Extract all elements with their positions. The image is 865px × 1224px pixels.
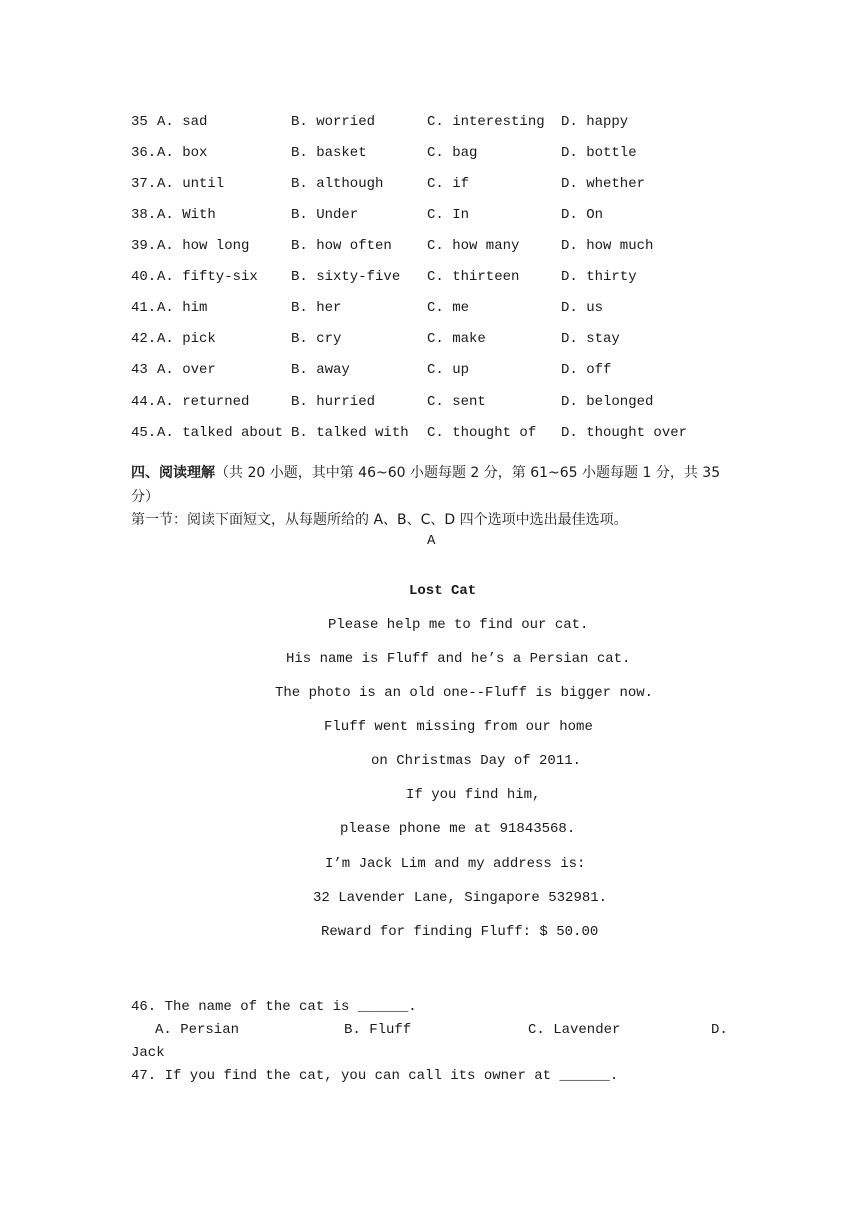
option-number: 41.: [131, 300, 157, 316]
notice-title: Lost Cat: [409, 583, 477, 599]
option-d: D. off: [561, 362, 612, 378]
option-number: 38.: [131, 207, 157, 223]
question-46-stem: 46. The name of the cat is ______.: [131, 999, 417, 1015]
question-46-option-d: D.: [711, 1022, 728, 1038]
question-46-option-c: C. Lavender: [528, 1022, 621, 1038]
option-b: B. how often: [291, 238, 392, 254]
option-row: [131, 362, 741, 382]
notice-line: Fluff went missing from our home: [324, 719, 593, 735]
option-b: B. although: [291, 176, 384, 192]
option-d: D. how much: [561, 238, 654, 254]
option-a: A. box: [157, 145, 208, 161]
option-number: 40.: [131, 269, 157, 285]
option-c: C. make: [427, 331, 486, 347]
option-d: D. us: [561, 300, 604, 316]
option-number: 42.: [131, 331, 157, 347]
notice-line: Reward for finding Fluff: $ 50.00: [321, 924, 599, 940]
notice-line: His name is Fluff and he’s a Persian cat.: [286, 651, 631, 667]
option-a: A. returned: [157, 394, 250, 410]
option-d: D. bottle: [561, 145, 637, 161]
option-row: [131, 394, 741, 414]
option-d: D. On: [561, 207, 604, 223]
option-a: A. over: [157, 362, 216, 378]
option-row: [131, 269, 741, 289]
notice-line: please phone me at 91843568.: [340, 821, 576, 837]
option-a: A. With: [157, 207, 216, 223]
option-c: C. sent: [427, 394, 486, 410]
passage-label: A: [427, 533, 436, 549]
notice-line: The photo is an old one--Fluff is bigger now.: [275, 685, 654, 701]
option-c: C. In: [427, 207, 470, 223]
option-a: A. sad: [157, 114, 208, 130]
option-b: B. basket: [291, 145, 367, 161]
section-instruction: 第一节：阅读下面短文，从每题所给的 A、B、C、D 四个选项中选出最佳选项。: [131, 512, 628, 528]
section-heading-line2: 分）: [131, 489, 159, 505]
option-a: A. talked about: [157, 425, 284, 441]
question-46-option-b: B. Fluff: [344, 1022, 412, 1038]
notice-line: I’m Jack Lim and my address is:: [325, 856, 586, 872]
option-a: A. fifty-six: [157, 269, 258, 285]
notice-line: Please help me to find our cat.: [328, 617, 589, 633]
option-row: [131, 331, 741, 351]
option-number: 43: [131, 362, 157, 378]
notice-line: If you find him,: [406, 787, 541, 803]
option-b: B. worried: [291, 114, 376, 130]
notice-line: 32 Lavender Lane, Singapore 532981.: [313, 890, 608, 906]
option-b: B. her: [291, 300, 342, 316]
section-heading-rest: （共 20 小题，其中第 46~60 小题每题 2 分，第 61~65 小题每题 1 分，共 35: [215, 465, 721, 481]
option-a: A. pick: [157, 331, 216, 347]
option-c: C. interesting: [427, 114, 545, 130]
option-d: D. happy: [561, 114, 629, 130]
option-c: C. if: [427, 176, 470, 192]
option-d: D. belonged: [561, 394, 654, 410]
option-b: B. talked with: [291, 425, 409, 441]
option-b: B. cry: [291, 331, 342, 347]
option-a: A. him: [157, 300, 208, 316]
option-c: C. thirteen: [427, 269, 520, 285]
notice-line: on Christmas Day of 2011.: [371, 753, 582, 769]
section-heading-bold: 四、阅读理解: [131, 465, 215, 481]
question-46-option-d-cont: Jack: [131, 1045, 165, 1061]
option-row: [131, 207, 741, 227]
option-row: [131, 238, 741, 258]
option-row: [131, 300, 741, 320]
option-b: B. hurried: [291, 394, 376, 410]
section-heading: [131, 462, 720, 482]
option-d: D. thought over: [561, 425, 688, 441]
option-c: C. how many: [427, 238, 520, 254]
option-a: A. how long: [157, 238, 250, 254]
option-c: C. thought of: [427, 425, 537, 441]
option-number: 39.: [131, 238, 157, 254]
option-row: [131, 425, 741, 445]
question-47-stem: 47. If you find the cat, you can call its owner at ______.: [131, 1068, 619, 1084]
question-46-option-a: A. Persian: [155, 1022, 240, 1038]
option-d: D. whether: [561, 176, 646, 192]
option-c: C. bag: [427, 145, 478, 161]
option-b: B. away: [291, 362, 350, 378]
option-d: D. stay: [561, 331, 620, 347]
option-number: 36.: [131, 145, 157, 161]
option-number: 37.: [131, 176, 157, 192]
option-c: C. me: [427, 300, 470, 316]
option-c: C. up: [427, 362, 470, 378]
option-number: 45.: [131, 425, 157, 441]
option-b: B. sixty-five: [291, 269, 401, 285]
option-row: [131, 145, 741, 165]
option-b: B. Under: [291, 207, 359, 223]
option-number: 44.: [131, 394, 157, 410]
option-a: A. until: [157, 176, 225, 192]
option-d: D. thirty: [561, 269, 637, 285]
option-row: [131, 176, 741, 196]
option-number: 35: [131, 114, 157, 130]
option-row: [131, 114, 741, 134]
